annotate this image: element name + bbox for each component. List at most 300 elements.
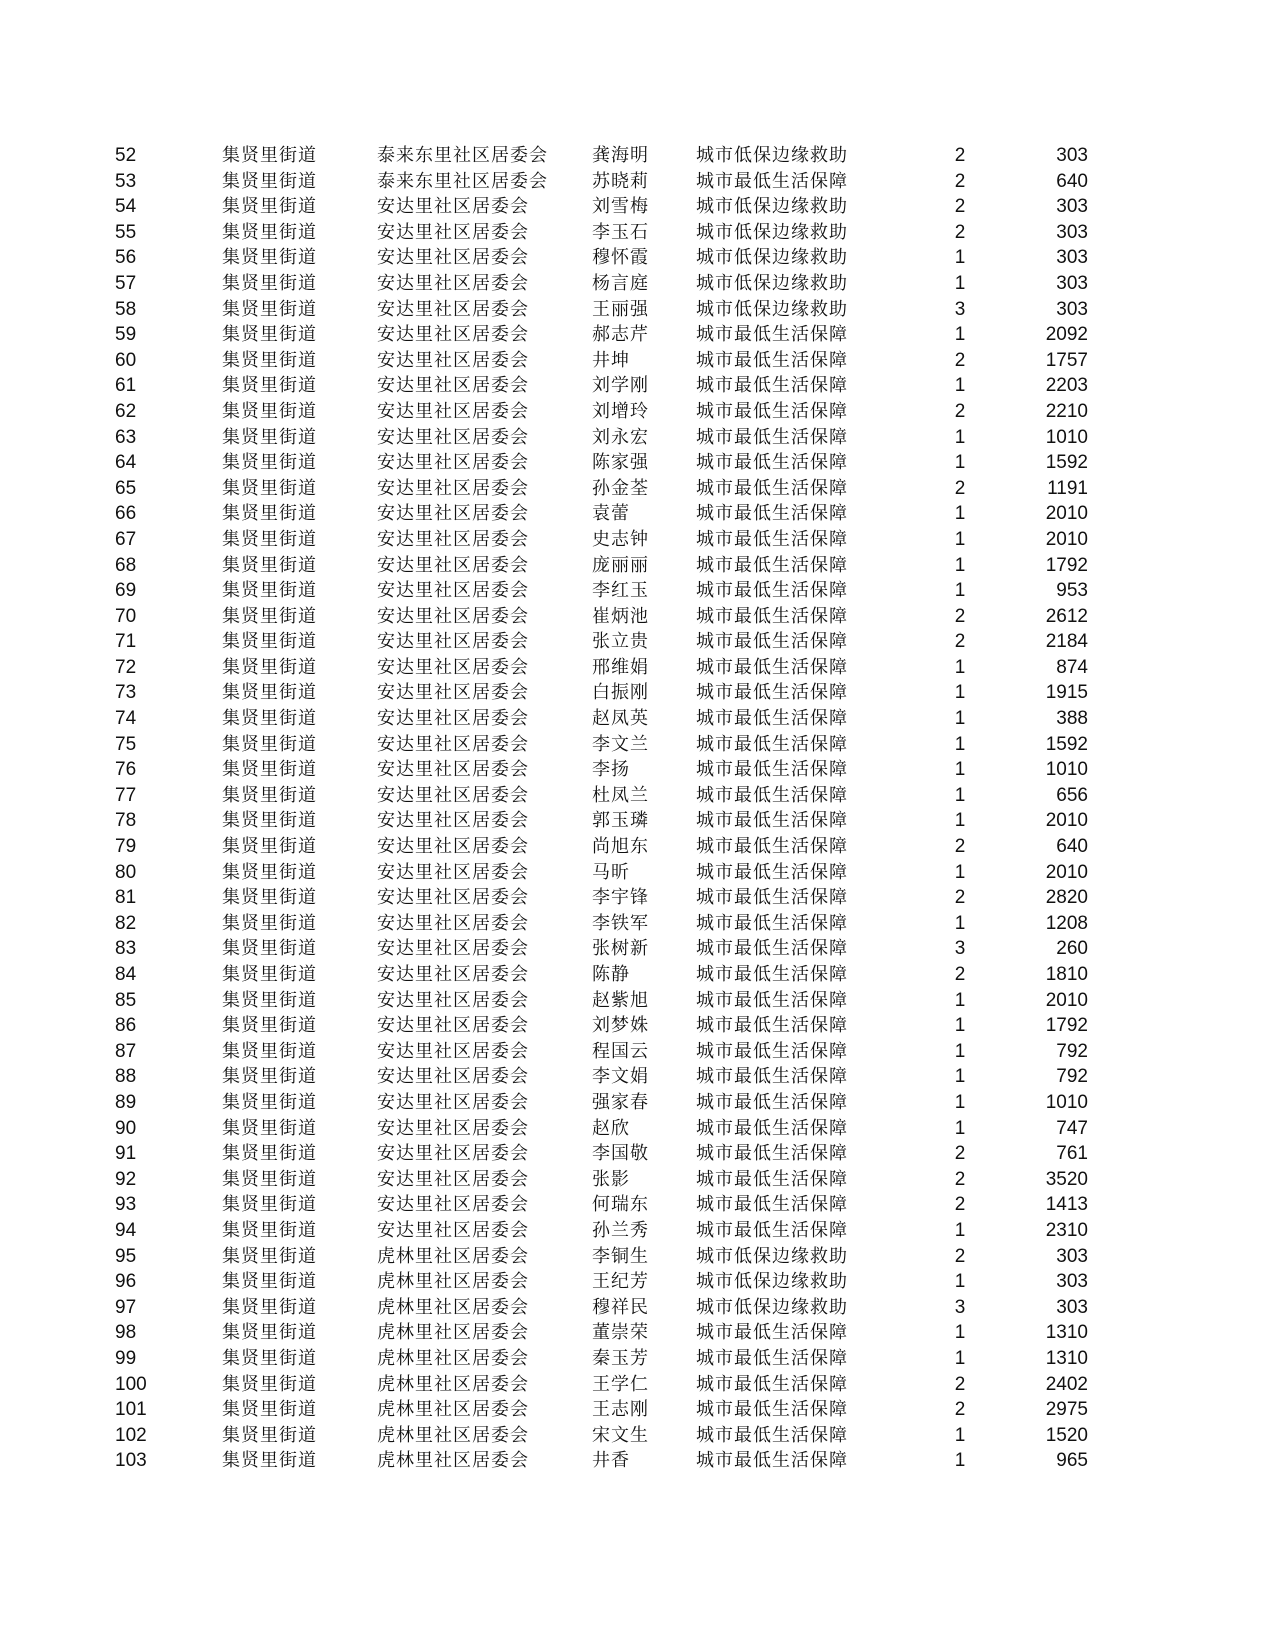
street-name: 集贤里街道 — [222, 452, 317, 474]
table-row — [0, 1269, 1275, 1295]
household-size: 2 — [954, 349, 966, 371]
amount: 1191 — [1047, 477, 1088, 499]
amount: 792 — [1056, 1040, 1088, 1062]
community-name: 安达里社区居委会 — [377, 324, 529, 346]
amount: 2010 — [1045, 810, 1088, 832]
street-name: 集贤里街道 — [222, 477, 317, 499]
row-number: 61 — [115, 375, 137, 397]
community-name: 安达里社区居委会 — [377, 554, 529, 576]
row-number: 101 — [115, 1399, 147, 1421]
community-name: 安达里社区居委会 — [377, 1168, 529, 1190]
amount: 388 — [1056, 708, 1088, 730]
amount: 2010 — [1045, 503, 1088, 525]
table-row — [0, 169, 1275, 195]
street-name: 集贤里街道 — [222, 170, 317, 192]
community-name: 安达里社区居委会 — [377, 682, 529, 704]
amount: 1592 — [1045, 452, 1088, 474]
community-name: 安达里社区居委会 — [377, 196, 529, 218]
row-number: 62 — [115, 400, 137, 422]
row-number: 72 — [115, 656, 137, 678]
amount: 1810 — [1045, 964, 1088, 985]
table-row — [0, 1346, 1275, 1372]
household-size: 2 — [954, 1245, 966, 1267]
row-number: 55 — [115, 221, 137, 243]
household-size: 2 — [954, 400, 966, 422]
street-name: 集贤里街道 — [222, 247, 317, 269]
assistance-type: 城市最低生活保障 — [696, 733, 848, 755]
person-name: 王纪芳 — [592, 1271, 649, 1293]
street-name: 集贤里街道 — [222, 1245, 317, 1267]
amount: 3520 — [1045, 1168, 1088, 1190]
table-row — [0, 399, 1275, 425]
row-number: 86 — [115, 1015, 137, 1037]
street-name: 集贤里街道 — [222, 528, 317, 550]
community-name: 安达里社区居委会 — [377, 912, 529, 934]
row-number: 96 — [115, 1271, 137, 1293]
assistance-type: 城市最低生活保障 — [696, 1040, 848, 1062]
community-name: 安达里社区居委会 — [377, 964, 529, 985]
community-name: 安达里社区居委会 — [377, 1219, 529, 1241]
community-name: 安达里社区居委会 — [377, 938, 529, 960]
table-row — [0, 885, 1275, 911]
street-name: 集贤里街道 — [222, 1040, 317, 1062]
table-row — [0, 808, 1275, 834]
person-name: 李红玉 — [592, 580, 649, 602]
street-name: 集贤里街道 — [222, 1271, 317, 1293]
street-name: 集贤里街道 — [222, 1322, 317, 1344]
household-size: 1 — [954, 375, 966, 397]
table-row — [0, 1013, 1275, 1039]
assistance-type: 城市低保边缘救助 — [696, 247, 848, 269]
person-name: 李宇锋 — [592, 887, 649, 909]
person-name: 李国敬 — [592, 1143, 649, 1165]
community-name: 虎林里社区居委会 — [377, 1399, 529, 1421]
row-number: 82 — [115, 912, 137, 934]
assistance-type: 城市最低生活保障 — [696, 452, 848, 474]
street-name: 集贤里街道 — [222, 400, 317, 422]
person-name: 程国云 — [592, 1040, 649, 1062]
row-number: 90 — [115, 1117, 137, 1139]
row-number: 93 — [115, 1194, 137, 1216]
household-size: 2 — [954, 887, 966, 909]
street-name: 集贤里街道 — [222, 1219, 317, 1241]
community-name: 安达里社区居委会 — [377, 1040, 529, 1062]
assistance-type: 城市低保边缘救助 — [696, 145, 848, 166]
household-size: 2 — [954, 221, 966, 243]
amount: 965 — [1056, 1450, 1088, 1472]
amount: 2203 — [1045, 375, 1088, 397]
assistance-type: 城市最低生活保障 — [696, 964, 848, 985]
amount: 747 — [1056, 1117, 1088, 1139]
community-name: 安达里社区居委会 — [377, 1015, 529, 1037]
household-size: 1 — [954, 682, 966, 704]
street-name: 集贤里街道 — [222, 1015, 317, 1037]
assistance-type: 城市最低生活保障 — [696, 605, 848, 627]
community-name: 安达里社区居委会 — [377, 503, 529, 525]
row-number: 57 — [115, 272, 137, 294]
community-name: 安达里社区居委会 — [377, 426, 529, 448]
person-name: 马昕 — [592, 861, 630, 883]
amount: 1592 — [1045, 733, 1088, 755]
amount: 1413 — [1045, 1194, 1088, 1216]
person-name: 苏晓莉 — [592, 170, 649, 192]
community-name: 安达里社区居委会 — [377, 836, 529, 858]
row-number: 81 — [115, 887, 137, 909]
community-name: 安达里社区居委会 — [377, 708, 529, 730]
row-number: 92 — [115, 1168, 137, 1190]
amount: 1520 — [1045, 1424, 1088, 1446]
assistance-type: 城市最低生活保障 — [696, 810, 848, 832]
row-number: 100 — [115, 1373, 147, 1395]
person-name: 张树新 — [592, 938, 649, 960]
amount: 2975 — [1045, 1399, 1088, 1421]
amount: 303 — [1056, 1245, 1088, 1267]
person-name: 李铜生 — [592, 1245, 649, 1267]
table-row — [0, 1167, 1275, 1193]
household-size: 1 — [954, 528, 966, 550]
community-name: 虎林里社区居委会 — [377, 1424, 529, 1446]
assistance-type: 城市低保边缘救助 — [696, 272, 848, 294]
household-size: 1 — [954, 1040, 966, 1062]
community-name: 虎林里社区居委会 — [377, 1322, 529, 1344]
street-name: 集贤里街道 — [222, 1373, 317, 1395]
person-name: 秦玉芳 — [592, 1347, 649, 1369]
assistance-type: 城市最低生活保障 — [696, 1066, 848, 1088]
person-name: 李文兰 — [592, 733, 649, 755]
row-number: 59 — [115, 324, 137, 346]
assistance-type: 城市最低生活保障 — [696, 1015, 848, 1037]
assistance-type: 城市最低生活保障 — [696, 1373, 848, 1395]
street-name: 集贤里街道 — [222, 1168, 317, 1190]
street-name: 集贤里街道 — [222, 989, 317, 1011]
table-row — [0, 834, 1275, 860]
person-name: 杜凤兰 — [592, 784, 649, 806]
row-number: 73 — [115, 682, 137, 704]
community-name: 虎林里社区居委会 — [377, 1296, 529, 1318]
household-size: 1 — [954, 810, 966, 832]
table-row — [0, 1116, 1275, 1142]
amount: 260 — [1056, 938, 1088, 960]
household-size: 1 — [954, 1091, 966, 1113]
person-name: 白振刚 — [592, 682, 649, 704]
table-row — [0, 860, 1275, 886]
person-name: 龚海明 — [592, 145, 649, 166]
table-row — [0, 373, 1275, 399]
amount: 2820 — [1045, 887, 1088, 909]
household-size: 3 — [954, 1296, 966, 1318]
person-name: 刘雪梅 — [592, 196, 649, 218]
amount: 1310 — [1045, 1347, 1088, 1369]
person-name: 王学仁 — [592, 1373, 649, 1395]
person-name: 董崇荣 — [592, 1322, 649, 1344]
assistance-type: 城市最低生活保障 — [696, 580, 848, 602]
assistance-type: 城市最低生活保障 — [696, 477, 848, 499]
household-size: 1 — [954, 861, 966, 883]
row-number: 67 — [115, 528, 137, 550]
person-name: 袁蕾 — [592, 503, 630, 525]
table-row — [0, 1244, 1275, 1270]
person-name: 孙金荃 — [592, 477, 649, 499]
person-name: 杨言庭 — [592, 272, 649, 294]
household-size: 2 — [954, 605, 966, 627]
row-number: 84 — [115, 964, 137, 985]
table-row — [0, 322, 1275, 348]
street-name: 集贤里街道 — [222, 1194, 317, 1216]
street-name: 集贤里街道 — [222, 1091, 317, 1113]
amount: 303 — [1056, 196, 1088, 218]
table-row — [0, 1090, 1275, 1116]
table-row — [0, 604, 1275, 630]
assistance-type: 城市最低生活保障 — [696, 759, 848, 781]
household-size: 1 — [954, 272, 966, 294]
amount: 303 — [1056, 247, 1088, 269]
assistance-type: 城市低保边缘救助 — [696, 221, 848, 243]
table-row — [0, 962, 1275, 988]
community-name: 虎林里社区居委会 — [377, 1373, 529, 1395]
street-name: 集贤里街道 — [222, 580, 317, 602]
amount: 640 — [1056, 836, 1088, 858]
table-row — [0, 1423, 1275, 1449]
assistance-type: 城市最低生活保障 — [696, 1194, 848, 1216]
table-row — [0, 143, 1275, 169]
table-row — [0, 476, 1275, 502]
table-row — [0, 553, 1275, 579]
amount: 1010 — [1045, 426, 1088, 448]
street-name: 集贤里街道 — [222, 554, 317, 576]
household-size: 2 — [954, 836, 966, 858]
street-name: 集贤里街道 — [222, 1424, 317, 1446]
assistance-type: 城市低保边缘救助 — [696, 1271, 848, 1293]
community-name: 安达里社区居委会 — [377, 272, 529, 294]
row-number: 97 — [115, 1296, 137, 1318]
amount: 1010 — [1045, 1091, 1088, 1113]
table-row — [0, 450, 1275, 476]
person-name: 何瑞东 — [592, 1194, 649, 1216]
street-name: 集贤里街道 — [222, 221, 317, 243]
household-size: 1 — [954, 503, 966, 525]
person-name: 庞丽丽 — [592, 554, 649, 576]
assistance-type: 城市低保边缘救助 — [696, 1296, 848, 1318]
community-name: 安达里社区居委会 — [377, 247, 529, 269]
household-size: 1 — [954, 989, 966, 1011]
street-name: 集贤里街道 — [222, 298, 317, 320]
street-name: 集贤里街道 — [222, 272, 317, 294]
amount: 2402 — [1045, 1373, 1088, 1395]
person-name: 刘梦姝 — [592, 1015, 649, 1037]
row-number: 78 — [115, 810, 137, 832]
row-number: 88 — [115, 1066, 137, 1088]
household-size: 3 — [954, 298, 966, 320]
assistance-type: 城市最低生活保障 — [696, 1424, 848, 1446]
row-number: 76 — [115, 759, 137, 781]
amount: 2210 — [1045, 400, 1088, 422]
table-row — [0, 220, 1275, 246]
amount: 1915 — [1045, 682, 1088, 704]
table-row — [0, 1218, 1275, 1244]
amount: 1208 — [1045, 912, 1088, 934]
assistance-roster-table — [0, 143, 1275, 1474]
street-name: 集贤里街道 — [222, 682, 317, 704]
street-name: 集贤里街道 — [222, 503, 317, 525]
community-name: 安达里社区居委会 — [377, 221, 529, 243]
street-name: 集贤里街道 — [222, 426, 317, 448]
community-name: 安达里社区居委会 — [377, 477, 529, 499]
street-name: 集贤里街道 — [222, 631, 317, 653]
community-name: 安达里社区居委会 — [377, 1143, 529, 1165]
table-row — [0, 757, 1275, 783]
person-name: 张影 — [592, 1168, 630, 1190]
table-row — [0, 1448, 1275, 1474]
table-row — [0, 245, 1275, 271]
assistance-type: 城市最低生活保障 — [696, 375, 848, 397]
table-row — [0, 578, 1275, 604]
household-size: 2 — [954, 1194, 966, 1216]
table-row — [0, 425, 1275, 451]
row-number: 94 — [115, 1219, 137, 1241]
person-name: 陈家强 — [592, 452, 649, 474]
assistance-type: 城市最低生活保障 — [696, 400, 848, 422]
row-number: 75 — [115, 733, 137, 755]
row-number: 66 — [115, 503, 137, 525]
community-name: 安达里社区居委会 — [377, 1066, 529, 1088]
household-size: 2 — [954, 964, 966, 985]
person-name: 穆祥民 — [592, 1296, 649, 1318]
amount: 1310 — [1045, 1322, 1088, 1344]
household-size: 1 — [954, 759, 966, 781]
row-number: 77 — [115, 784, 137, 806]
assistance-type: 城市最低生活保障 — [696, 324, 848, 346]
assistance-type: 城市最低生活保障 — [696, 349, 848, 371]
person-name: 李文娟 — [592, 1066, 649, 1088]
community-name: 安达里社区居委会 — [377, 631, 529, 653]
community-name: 虎林里社区居委会 — [377, 1347, 529, 1369]
community-name: 安达里社区居委会 — [377, 810, 529, 832]
assistance-type: 城市最低生活保障 — [696, 426, 848, 448]
amount: 2010 — [1045, 528, 1088, 550]
table-row — [0, 527, 1275, 553]
person-name: 赵紫旭 — [592, 989, 649, 1011]
assistance-type: 城市最低生活保障 — [696, 1168, 848, 1190]
row-number: 63 — [115, 426, 137, 448]
person-name: 刘永宏 — [592, 426, 649, 448]
row-number: 56 — [115, 247, 137, 269]
table-row — [0, 1320, 1275, 1346]
assistance-type: 城市最低生活保障 — [696, 887, 848, 909]
table-row — [0, 1192, 1275, 1218]
person-name: 穆怀霞 — [592, 247, 649, 269]
assistance-type: 城市最低生活保障 — [696, 1219, 848, 1241]
person-name: 陈静 — [592, 964, 630, 985]
household-size: 1 — [954, 1117, 966, 1139]
household-size: 1 — [954, 426, 966, 448]
table-row — [0, 1372, 1275, 1398]
amount: 1792 — [1045, 554, 1088, 576]
street-name: 集贤里街道 — [222, 861, 317, 883]
row-number: 69 — [115, 580, 137, 602]
assistance-type: 城市最低生活保障 — [696, 784, 848, 806]
amount: 2092 — [1045, 324, 1088, 346]
street-name: 集贤里街道 — [222, 887, 317, 909]
street-name: 集贤里街道 — [222, 324, 317, 346]
amount: 2184 — [1045, 631, 1088, 653]
household-size: 1 — [954, 784, 966, 806]
assistance-type: 城市最低生活保障 — [696, 631, 848, 653]
community-name: 安达里社区居委会 — [377, 349, 529, 371]
row-number: 83 — [115, 938, 137, 960]
person-name: 宋文生 — [592, 1424, 649, 1446]
row-number: 70 — [115, 605, 137, 627]
person-name: 孙兰秀 — [592, 1219, 649, 1241]
household-size: 1 — [954, 733, 966, 755]
table-row — [0, 1295, 1275, 1321]
amount: 303 — [1056, 298, 1088, 320]
person-name: 李扬 — [592, 759, 630, 781]
community-name: 安达里社区居委会 — [377, 400, 529, 422]
community-name: 安达里社区居委会 — [377, 1117, 529, 1139]
community-name: 虎林里社区居委会 — [377, 1271, 529, 1293]
assistance-type: 城市最低生活保障 — [696, 1091, 848, 1113]
household-size: 1 — [954, 1066, 966, 1088]
assistance-type: 城市低保边缘救助 — [696, 196, 848, 218]
community-name: 泰来东里社区居委会 — [377, 145, 548, 166]
amount: 2010 — [1045, 989, 1088, 1011]
table-row — [0, 706, 1275, 732]
street-name: 集贤里街道 — [222, 375, 317, 397]
table-row — [0, 783, 1275, 809]
household-size: 1 — [954, 1347, 966, 1369]
community-name: 安达里社区居委会 — [377, 861, 529, 883]
assistance-type: 城市最低生活保障 — [696, 1347, 848, 1369]
street-name: 集贤里街道 — [222, 605, 317, 627]
community-name: 安达里社区居委会 — [377, 452, 529, 474]
household-size: 1 — [954, 554, 966, 576]
amount: 303 — [1056, 1296, 1088, 1318]
community-name: 安达里社区居委会 — [377, 887, 529, 909]
street-name: 集贤里街道 — [222, 1399, 317, 1421]
row-number: 58 — [115, 298, 137, 320]
street-name: 集贤里街道 — [222, 836, 317, 858]
assistance-type: 城市最低生活保障 — [696, 503, 848, 525]
street-name: 集贤里街道 — [222, 759, 317, 781]
person-name: 邢维娟 — [592, 656, 649, 678]
amount: 1757 — [1045, 349, 1088, 371]
table-row — [0, 271, 1275, 297]
household-size: 1 — [954, 1271, 966, 1293]
community-name: 安达里社区居委会 — [377, 298, 529, 320]
table-row — [0, 680, 1275, 706]
amount: 640 — [1056, 170, 1088, 192]
assistance-type: 城市最低生活保障 — [696, 989, 848, 1011]
assistance-type: 城市最低生活保障 — [696, 861, 848, 883]
community-name: 安达里社区居委会 — [377, 528, 529, 550]
household-size: 1 — [954, 1219, 966, 1241]
row-number: 64 — [115, 452, 137, 474]
community-name: 泰来东里社区居委会 — [377, 170, 548, 192]
household-size: 1 — [954, 580, 966, 602]
row-number: 71 — [115, 631, 137, 653]
row-number: 60 — [115, 349, 137, 371]
table-row — [0, 732, 1275, 758]
community-name: 虎林里社区居委会 — [377, 1450, 529, 1472]
community-name: 安达里社区居委会 — [377, 580, 529, 602]
street-name: 集贤里街道 — [222, 964, 317, 985]
assistance-type: 城市最低生活保障 — [696, 1322, 848, 1344]
person-name: 赵欣 — [592, 1117, 630, 1139]
amount: 303 — [1056, 1271, 1088, 1293]
table-row — [0, 655, 1275, 681]
community-name: 安达里社区居委会 — [377, 605, 529, 627]
street-name: 集贤里街道 — [222, 656, 317, 678]
